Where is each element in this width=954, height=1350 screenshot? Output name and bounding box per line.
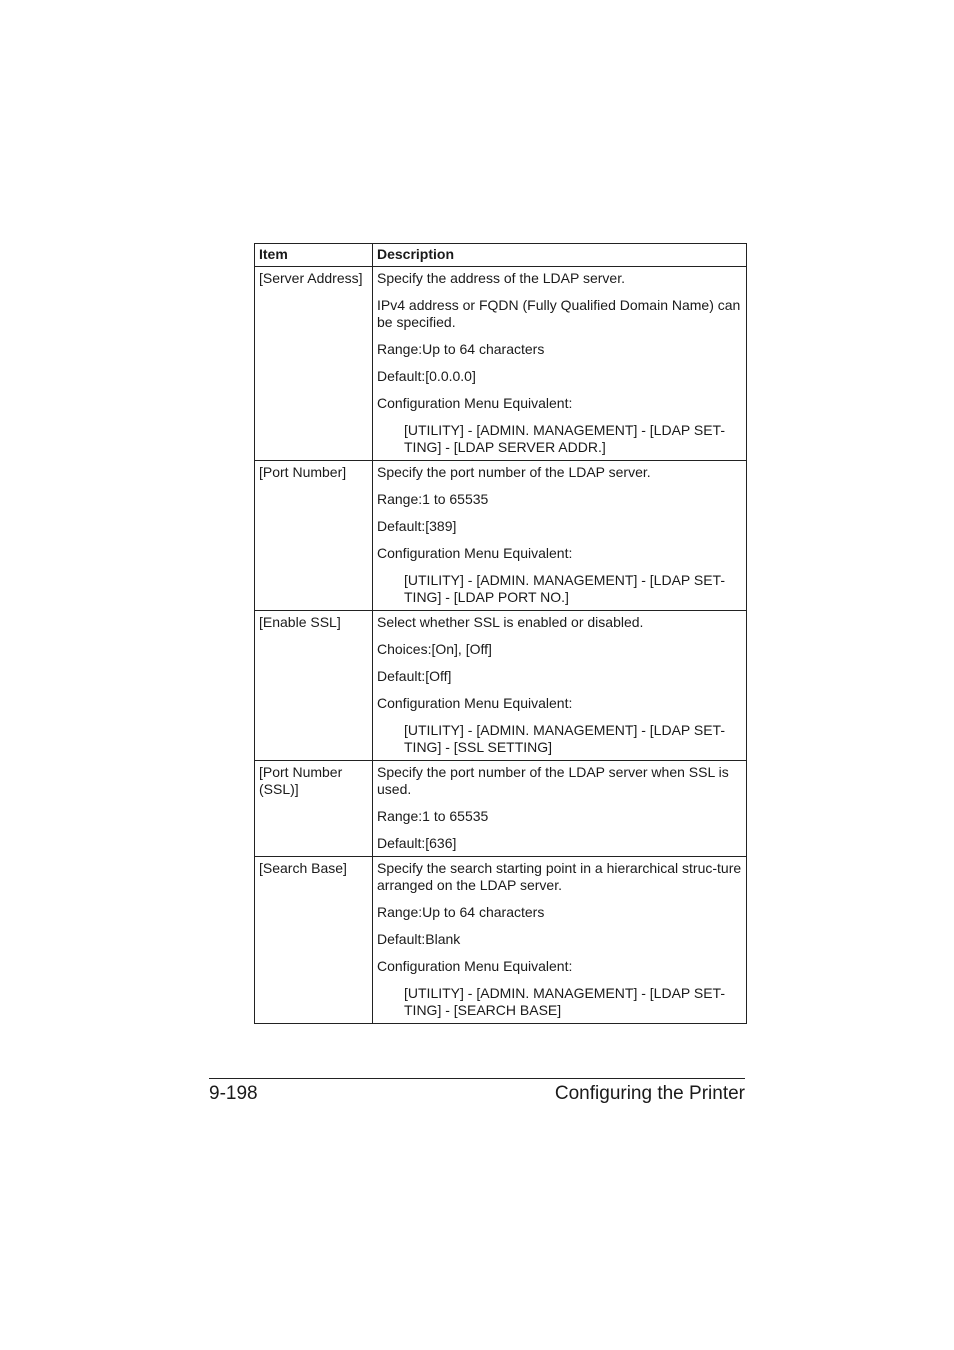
column-header-item: Item	[255, 244, 373, 267]
description-cell	[373, 761, 747, 857]
table-row	[255, 267, 747, 461]
description-paragraph: Configuration Menu Equivalent:	[377, 695, 573, 711]
description-paragraph: Specify the search starting point in a hierarchical struc-ture arranged on the LDAP server.	[377, 860, 742, 893]
table-row	[255, 761, 747, 857]
table-row	[255, 611, 747, 761]
ldap-settings-table	[254, 243, 747, 1024]
description-cell	[373, 267, 747, 461]
description-cell	[373, 857, 747, 1024]
table-header-row	[255, 244, 747, 267]
description-paragraph: Configuration Menu Equivalent:	[377, 395, 573, 411]
table-row	[255, 857, 747, 1024]
chapter-title: Configuring the Printer	[554, 1083, 745, 1104]
footer-rule	[209, 1078, 745, 1079]
description-paragraph: IPv4 address or FQDN (Fully Qualified Domain Name) can be specified.	[377, 297, 741, 330]
description-cell	[373, 461, 747, 611]
description-paragraph: Specify the address of the LDAP server.	[377, 270, 625, 286]
item-cell: [Port Number]	[255, 461, 373, 611]
column-header-description: Description	[373, 244, 747, 267]
description-paragraph: Choices:[On], [Off]	[377, 641, 492, 657]
description-paragraph: Configuration Menu Equivalent:	[377, 958, 573, 974]
description-paragraph: Configuration Menu Equivalent:	[377, 545, 573, 561]
menu-path: [UTILITY] - [ADMIN. MANAGEMENT] - [LDAP SET-TING] - [SSL SETTING]	[404, 722, 726, 755]
description-paragraph: Range:Up to 64 characters	[377, 904, 545, 920]
description-paragraph: Specify the port number of the LDAP server when SSL is used.	[377, 764, 729, 797]
description-paragraph: Default:Blank	[377, 931, 461, 947]
menu-path: [UTILITY] - [ADMIN. MANAGEMENT] - [LDAP SET-TING] - [LDAP SERVER ADDR.]	[404, 422, 726, 455]
item-cell: [Port Number (SSL)]	[255, 761, 373, 857]
item-cell: [Enable SSL]	[255, 611, 373, 761]
table-row	[255, 461, 747, 611]
description-paragraph: Default:[0.0.0.0]	[377, 368, 476, 384]
page-number: 9-198	[209, 1083, 258, 1104]
description-cell	[373, 611, 747, 761]
menu-path: [UTILITY] - [ADMIN. MANAGEMENT] - [LDAP SET-TING] - [LDAP PORT NO.]	[404, 572, 726, 605]
description-paragraph: Range:1 to 65535	[377, 808, 489, 824]
item-cell: [Search Base]	[255, 857, 373, 1024]
description-paragraph: Specify the port number of the LDAP server.	[377, 464, 651, 480]
table-body	[255, 267, 747, 1024]
description-paragraph: Range:1 to 65535	[377, 491, 489, 507]
item-cell: [Server Address]	[255, 267, 373, 461]
menu-path: [UTILITY] - [ADMIN. MANAGEMENT] - [LDAP SET-TING] - [SEARCH BASE]	[404, 985, 726, 1018]
description-paragraph: Default:[389]	[377, 518, 457, 534]
description-paragraph: Default:[636]	[377, 835, 457, 851]
description-paragraph: Select whether SSL is enabled or disabled.	[377, 614, 644, 630]
description-paragraph: Default:[Off]	[377, 668, 452, 684]
description-paragraph: Range:Up to 64 characters	[377, 341, 545, 357]
